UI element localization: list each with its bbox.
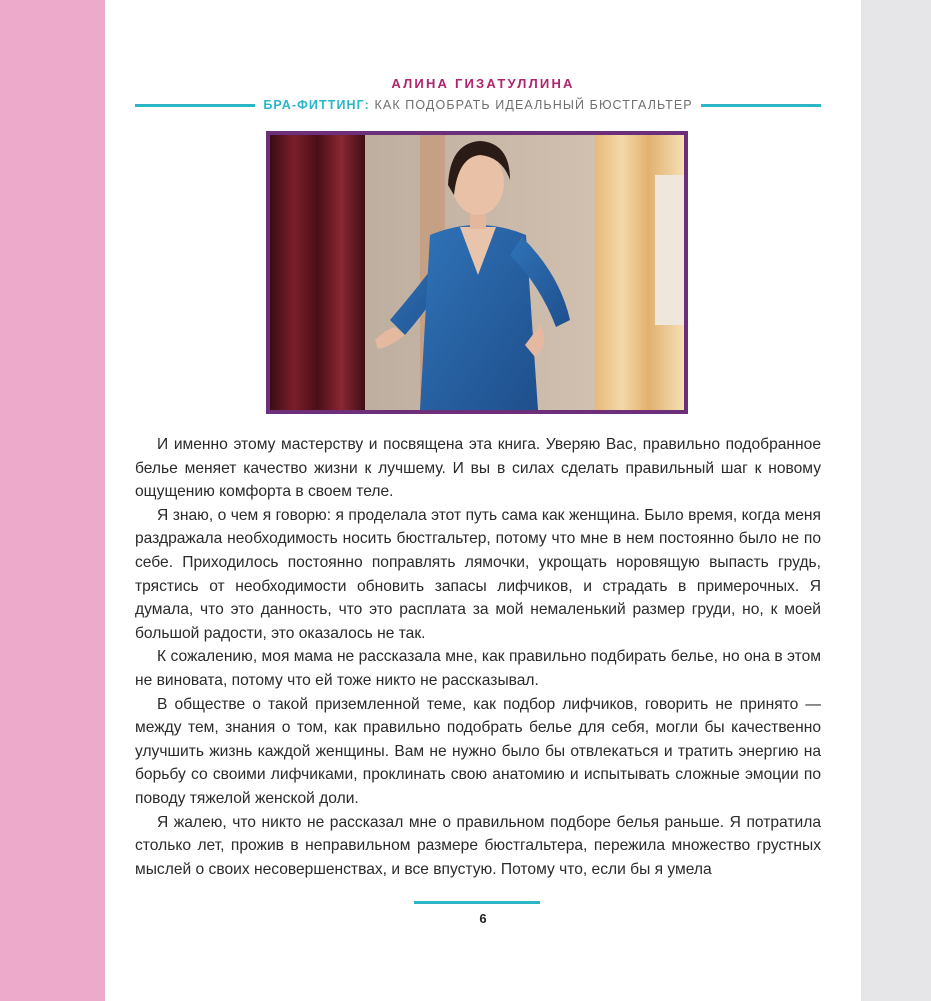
book-subtitle-row bbox=[135, 95, 821, 115]
right-margin-band bbox=[861, 0, 931, 1001]
paragraph: К сожалению, моя мама не рассказала мне, как правильно подбирать белье, но она в этом не виновата, потому что ей тоже никто не рассказывал. bbox=[135, 648, 821, 689]
book-subtitle bbox=[255, 98, 700, 112]
author-photo-frame bbox=[266, 131, 688, 414]
paragraph: В обществе о такой приземленной теме, как подбор лифчиков, говорить не принято — между тем, знания о том, как правильно подобрать белье для себя, могли бы качественно улучшить жизнь каждой женщины. Вам не нужно было бы отвлекаться и тратить энергию на борьбу со своими лифчиками, проклинать свою анатомию и испытывать сложные эмоции по поводу тяжелой женской доли. bbox=[135, 695, 821, 807]
left-decorative-band bbox=[0, 0, 105, 1001]
footer-rule bbox=[414, 901, 540, 904]
book-page bbox=[105, 0, 861, 1001]
subtitle-rule-left bbox=[135, 104, 255, 107]
paragraph: И именно этому мастерству и посвящена эта книга. Уверяю Вас, правильно подобранное белье меняет качество жизни к лучшему. И вы в силах сделать правильный шаг к новому ощущению комфорта в своем теле. bbox=[135, 436, 821, 501]
page-number: 6 bbox=[479, 911, 487, 926]
subtitle-accent: БРА-ФИТТИНГ: bbox=[263, 98, 370, 112]
paragraph: Я знаю, о чем я говорю: я проделала этот путь сама как женщина. Было время, когда меня раздражала необходимость носить бюстгальтер, потому что мне в нем постоянно было не по себе. Приходилось постоянно поправлять лямочки, укрощать норовящую выпасть грудь, трястись от необходимости обновить запасы лифчиков, и страдать в примерочных. Я думала, что это данность, что это расплата за мой немаленький размер груди, но, к моей большой радости, это оказалось не так. bbox=[135, 506, 821, 642]
author-name: АЛИНА ГИЗАТУЛЛИНА bbox=[391, 76, 575, 91]
subtitle-rule-right bbox=[701, 104, 821, 107]
author-photo bbox=[270, 135, 684, 410]
paragraph: Я жалею, что никто не рассказал мне о правильном подборе белья раньше. Я потратила столько лет, прожив в неправильном размере бюстгальтера, пережила множество грустных мыслей о своих несовершенствах, и все впустую. Потому что, если бы я умела bbox=[135, 813, 821, 878]
subtitle-rest: КАК ПОДОБРАТЬ ИДЕАЛЬНЫЙ БЮСТГАЛЬТЕР bbox=[369, 98, 693, 112]
body-text bbox=[135, 433, 821, 881]
